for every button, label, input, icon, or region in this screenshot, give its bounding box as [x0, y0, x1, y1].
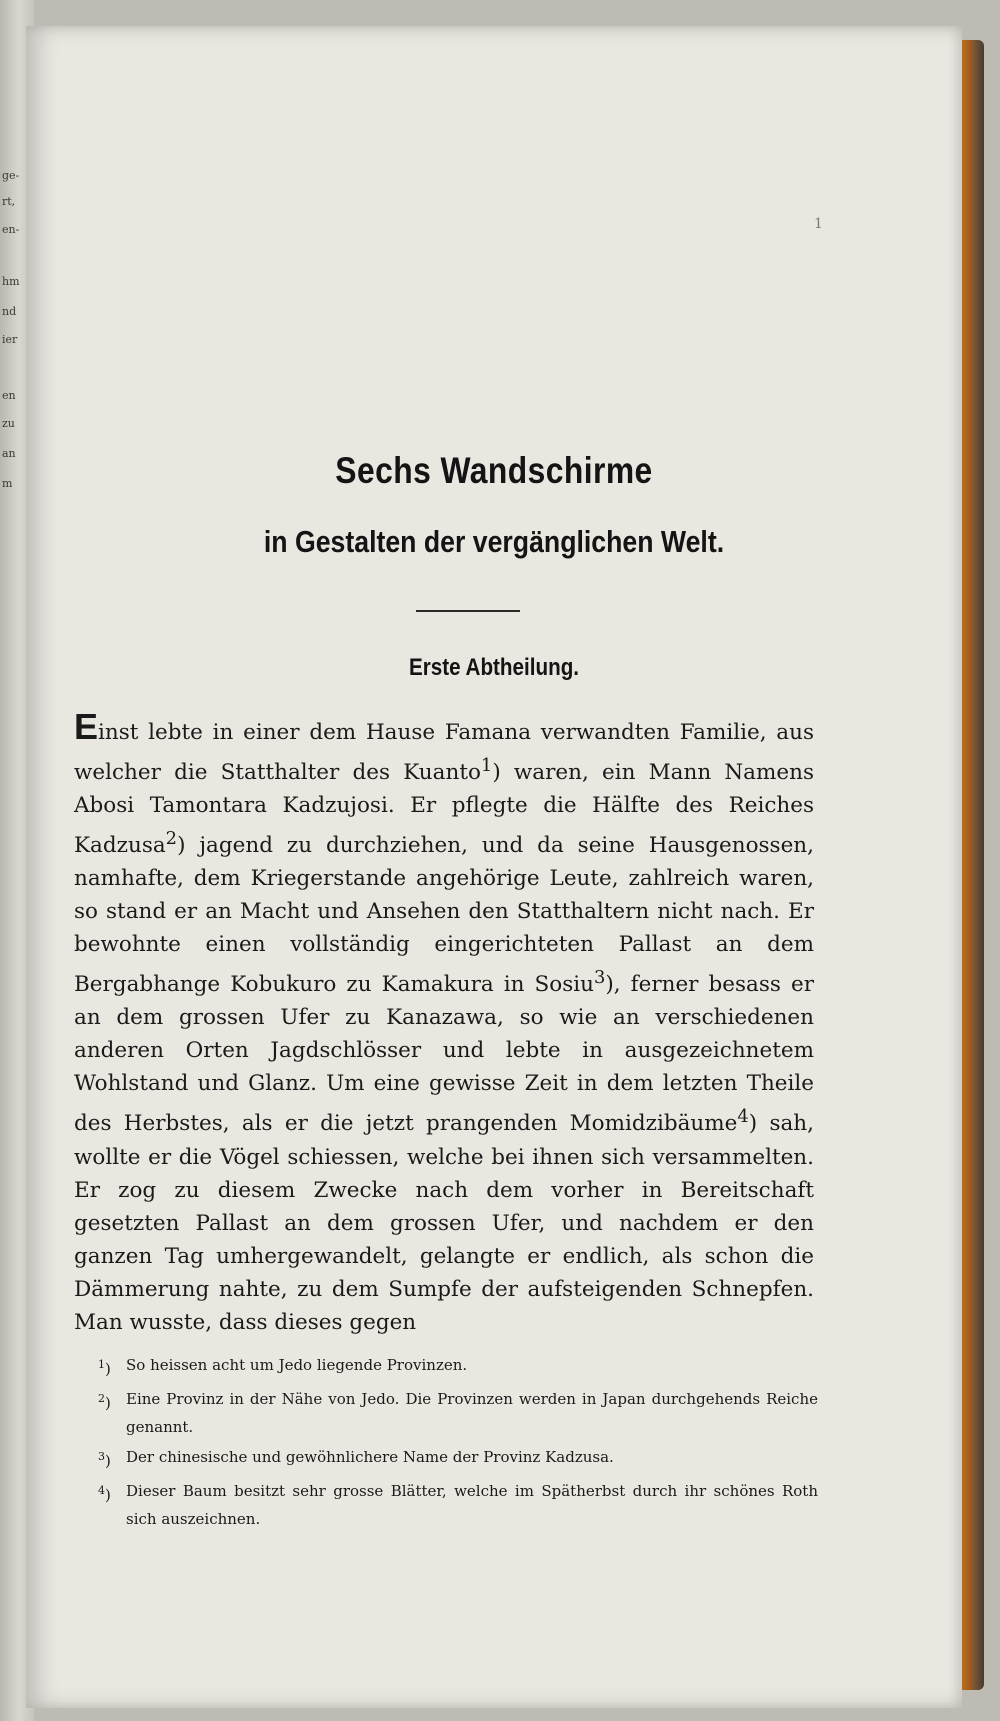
- prev-page-fragment: en-: [2, 223, 20, 236]
- footnote-number: 3: [98, 1450, 105, 1463]
- prev-page-fragment: zu: [2, 417, 15, 430]
- page-title: Sechs Wandschirme: [335, 450, 653, 491]
- footnote-text: Der chinesische und gewöhnlichere Name der Provinz Kadzusa.: [126, 1448, 614, 1466]
- footnote: [98, 1385, 818, 1441]
- title-divider: [416, 610, 520, 612]
- section-heading: Erste Abtheilung.: [408, 654, 580, 681]
- body-text-run: ) sah, wollte er die Vögel schiessen, welche bei ihnen sich versammelten. Er zog zu diesem Zwecke nach dem vorher in Bereitschaft gesetzten Pallast an dem grossen Ufer, und nachdem er den ganzen Tag umhergewandelt, gelangte er endlich, als schon die Dämmerung nahte, zu dem Sumpfe der aufsteigenden Schnepfen. Man wusste, dass dieses gegen: [74, 1111, 814, 1335]
- prev-page-fragment: ge-: [2, 169, 20, 182]
- footnote-ref: 2: [165, 828, 178, 850]
- body-text-run: ), ferner besass er an dem grossen Ufer zu Kanazawa, so wie an verschiedenen anderen Orten Jagdschlösser und lebte in ausgezeichnetem Wohlstand und Glanz. Um eine gewisse Zeit in dem letzten Theile des Herbstes, als er die jetzt prangenden Momidzibäume: [74, 972, 814, 1137]
- footnote-ref: 1: [480, 755, 493, 776]
- footnote: [98, 1477, 818, 1533]
- prev-page-fragment: ier: [2, 333, 18, 346]
- footnote-marker: $^2$): [98, 1392, 111, 1412]
- book-page: [26, 26, 962, 1708]
- footnotes: [98, 1351, 818, 1535]
- body-text-run: inst lebte in einer dem Hause Famana verwandten Familie, aus welcher die Statthalter des Kuanto: [74, 720, 814, 786]
- prev-page-fragment: an: [2, 447, 16, 460]
- prev-page-fragment: rt,: [2, 195, 16, 208]
- prev-page-fragment: m: [2, 477, 13, 490]
- footnote-number: 1: [98, 1358, 105, 1371]
- footnote: [98, 1443, 818, 1475]
- prev-page-fragment: hm: [2, 275, 20, 288]
- footnote-text: Eine Provinz in der Nähe von Jedo. Die Provinzen werden in Japan durchgehends Reiche genannt.: [126, 1390, 818, 1436]
- footnote-ref: 4: [737, 1106, 749, 1128]
- footnote-text: So heissen acht um Jedo liegende Provinzen.: [126, 1356, 468, 1374]
- footnote: [98, 1351, 818, 1383]
- body-text-run: ) waren, ein Mann Namens Abosi Tamontara Kadzujosi. Er pflegte die Hälfte des Reiches Kadzusa: [74, 760, 814, 859]
- drop-cap: E: [74, 706, 99, 747]
- page-number: 1: [814, 216, 823, 232]
- body-text-run: ) jagend zu durchziehen, und da seine Hausgenossen, namhafte, dem Kriegerstande angehörige Leute, zahlreich waren, so stand er an Macht und Ansehen den Statthaltern nicht nach. Er bewohnte einen vollständig eingerichteten Pallast an dem Bergabhange Kobukuro zu Kamakura in Sosiu: [74, 833, 814, 998]
- footnote-number: 4: [98, 1484, 105, 1497]
- page-subtitle: in Gestalten der vergänglichen Welt.: [263, 524, 725, 559]
- prev-page-fragment: nd: [2, 305, 17, 318]
- footnote-marker: $^1$): [98, 1358, 111, 1378]
- body-paragraph: [74, 706, 814, 1339]
- footnote-ref: 3: [593, 967, 606, 989]
- footnote-marker: $^3$): [98, 1450, 111, 1470]
- footnote-number: 2: [98, 1392, 105, 1405]
- footnote-marker: $^4$): [98, 1484, 111, 1504]
- footnote-text: Dieser Baum besitzt sehr grosse Blätter, welche im Spätherbst durch ihr schönes Roth sich auszeichnen.: [126, 1482, 818, 1528]
- prev-page-fragment: en: [2, 389, 16, 402]
